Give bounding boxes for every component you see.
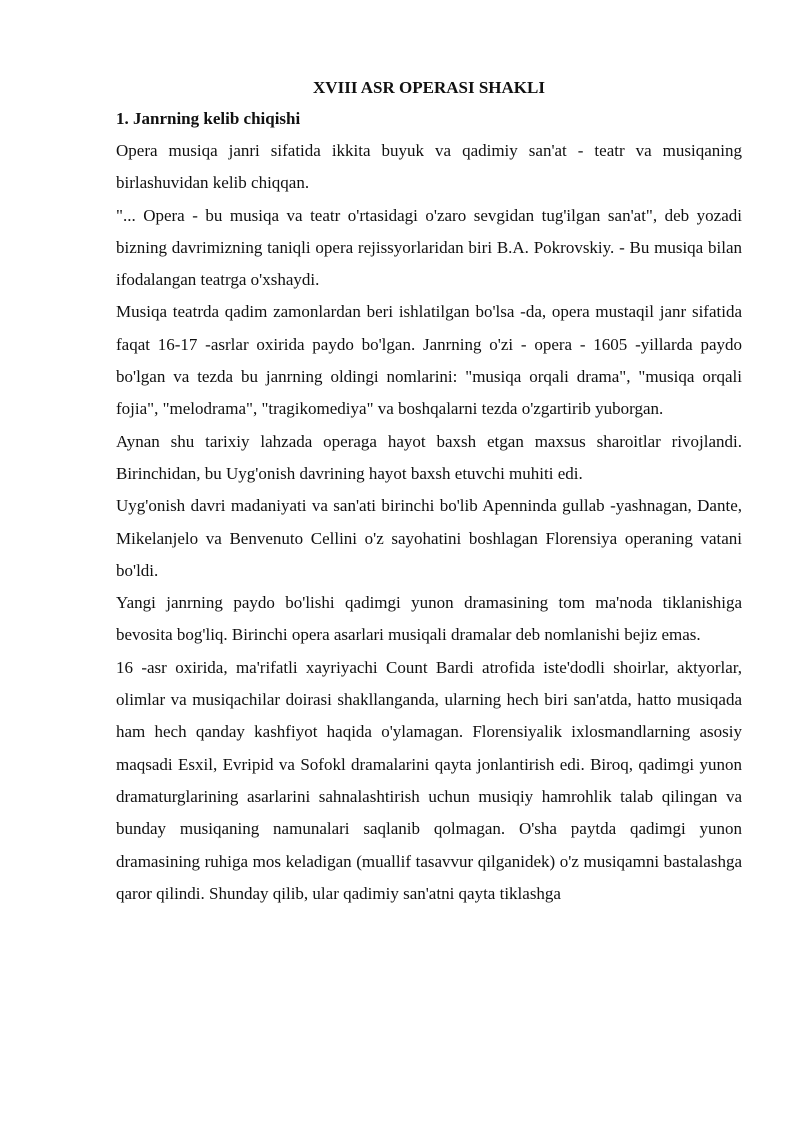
paragraph-4: Aynan shu tarixiy lahzada operaga hayot baxsh etgan maxsus sharoitlar rivojlandi. Birinchidan, bu Uyg'onish davrining hayot baxsh etuvchi muhiti edi. — [116, 431, 742, 483]
paragraph-1: Opera musiqa janri sifatida ikkita buyuk va qadimiy san'at - teatr va musiqaning birlashuvidan kelib chiqqan. — [116, 141, 742, 193]
section-heading: 1. Janrning kelib chiqishi — [116, 109, 301, 128]
document-title: XVIII ASR OPERASI SHAKLI — [313, 78, 545, 97]
paragraph-3: Musiqa teatrda qadim zamonlardan beri ishlatilgan bo'lsa -da, opera mustaqil janr sifatida faqat 16-17 -asrlar oxirida paydo bo'lgan. Janrning o'zi - opera - 1605 -yillarda paydo bo'lgan va tezda bu janrning oldingi nomlarini: "musiqa orqali drama", "musiqa orqali fojia", "melodrama", "tragikomediya" va boshqalarni tezda o'zgartirib yuborgan. — [116, 302, 742, 419]
paragraph-7: 16 -asr oxirida, ma'rifatli xayriyachi Count Bardi atrofida iste'dodli shoirlar, aktyorlar, olimlar va musiqachilar doirasi shakllanganda, ularning hech biri san'atda, hatto musiqada ham hech qanday kashfiyot haqida o'ylamagan. Florensiyalik ixlosmandlarning asosiy maqsadi Esxil, Evripid va Sofokl dramalarini qayta jonlantirish edi. Biroq, qadimgi yunon dramaturglarining asarlarini sahnalashtirish uchun musiqiy hamrohlik talab qilingan va bunday musiqaning namunalari saqlanib qolmagan. O'sha paytda qadimgi yunon dramasining ruhiga mos keladigan (muallif tasavvur qilganidek) o'z musiqamni bastalashga qaror qilindi. Shunday qilib, ular qadimiy san'atni qayta tiklashga — [116, 657, 742, 903]
paragraph-6: Yangi janrning paydo bo'lishi qadimgi yunon dramasining tom ma'noda tiklanishiga bevosita bog'liq. Birinchi opera asarlari musiqali dramalar deb nomlanishi bejiz emas. — [116, 593, 742, 645]
paragraph-2: "... Opera - bu musiqa va teatr o'rtasidagi o'zaro sevgidan tug'ilgan san'at", deb yozadi bizning davrimizning taniqli opera rejissyorlaridan biri B.A. Pokrovskiy. - Bu musiqa bilan ifodalangan teatrga o'xshaydi. — [116, 205, 742, 290]
paragraph-5: Uyg'onish davri madaniyati va san'ati birinchi bo'lib Apenninda gullab -yashnagan, Dante, Mikelanjelo va Benvenuto Cellini o'z sayohatini boshlagan Florensiya operaning vatani bo'ldi. — [116, 496, 742, 580]
document-page — [116, 74, 742, 910]
